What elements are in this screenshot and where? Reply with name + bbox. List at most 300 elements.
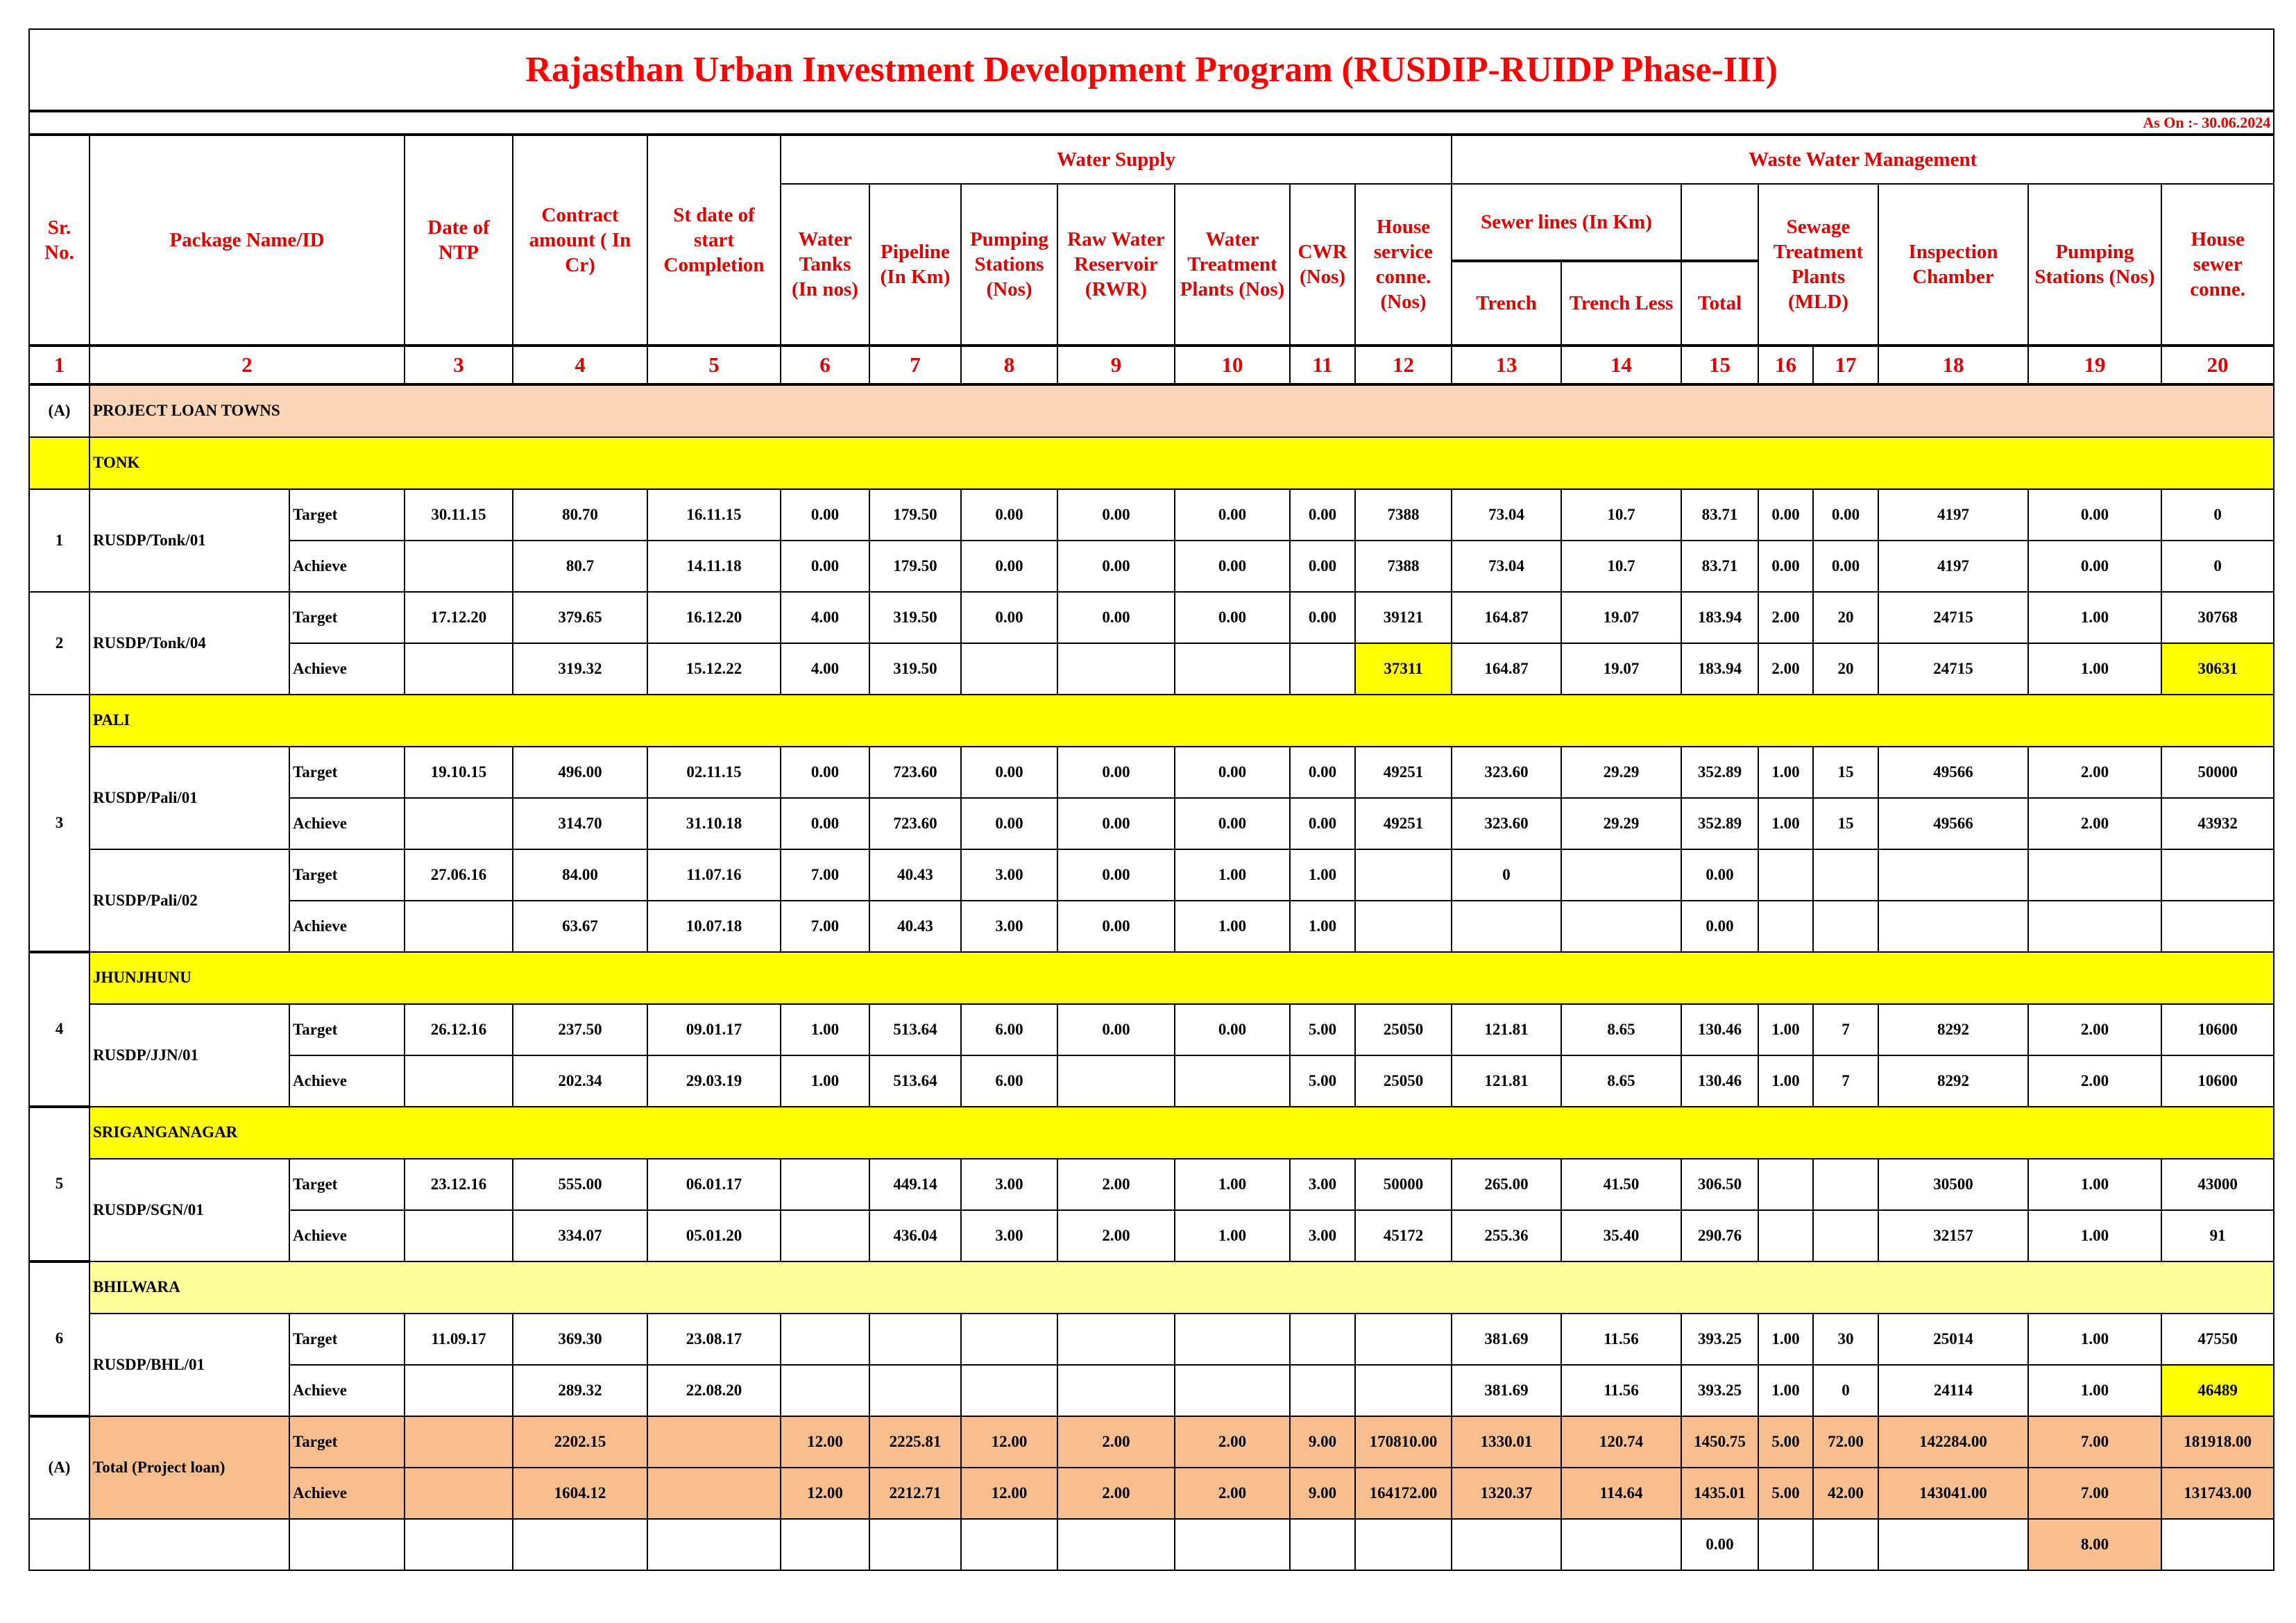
cell-col-14: 8.65 — [1561, 1004, 1681, 1055]
cell-col-5: 09.01.17 — [647, 1004, 781, 1055]
column-number: 14 — [1561, 346, 1681, 384]
column-number: 2 — [90, 346, 405, 384]
column-number: 7 — [869, 346, 961, 384]
cell-col-8: 0.00 — [961, 798, 1057, 849]
cell-col-17: 15 — [1813, 747, 1878, 798]
total-cell-col-5 — [647, 1416, 781, 1468]
cell-col-6: 4.00 — [781, 643, 869, 695]
cell-col-4: 555.00 — [513, 1159, 647, 1210]
cell-col-19: 1.00 — [2028, 1210, 2161, 1261]
cell-col-14: 29.29 — [1561, 798, 1681, 849]
cell-col-10: 0.00 — [1175, 489, 1290, 541]
footer-cell-col-7 — [869, 1519, 961, 1570]
cell-col-15: 306.50 — [1681, 1159, 1758, 1210]
cell-col-8: 0.00 — [961, 747, 1057, 798]
package-id: RUSDP/Tonk/04 — [90, 592, 289, 695]
cell-col-10: 0.00 — [1175, 541, 1290, 592]
cell-col-3 — [405, 901, 513, 952]
target-label: Target — [289, 747, 405, 798]
cell-col-13: 381.69 — [1452, 1314, 1561, 1365]
cell-col-18 — [1878, 901, 2028, 952]
total-cell-col-9: 2.00 — [1057, 1416, 1175, 1468]
achieve-label: Achieve — [289, 1468, 405, 1519]
cell-col-6: 1.00 — [781, 1055, 869, 1107]
footer-cell-col-14 — [1561, 1519, 1681, 1570]
footer-cell-col-18 — [1878, 1519, 2028, 1570]
cell-col-12: 49251 — [1355, 798, 1452, 849]
cell-col-17: 7 — [1813, 1055, 1878, 1107]
column-number: 20 — [2161, 346, 2274, 384]
cell-col-19: 2.00 — [2028, 747, 2161, 798]
cell-col-17: 0.00 — [1813, 489, 1878, 541]
cell-col-19: 2.00 — [2028, 1004, 2161, 1055]
cell-col-10: 0.00 — [1175, 798, 1290, 849]
cell-col-16 — [1758, 849, 1813, 901]
cell-col-18: 24715 — [1878, 592, 2028, 643]
total-cell-col-18: 143041.00 — [1878, 1468, 2028, 1519]
cell-col-17 — [1813, 901, 1878, 952]
cell-col-19: 1.00 — [2028, 1365, 2161, 1416]
cell-col-4: 369.30 — [513, 1314, 647, 1365]
cell-col-19: 1.00 — [2028, 1314, 2161, 1365]
cell-col-11 — [1290, 643, 1355, 695]
cell-col-17 — [1813, 849, 1878, 901]
total-cell-col-17: 72.00 — [1813, 1416, 1878, 1468]
total-cell-col-20: 131743.00 — [2161, 1468, 2274, 1519]
header-stp: Sewage Treatment Plants (MLD) — [1758, 184, 1878, 346]
cell-col-5: 05.01.20 — [647, 1210, 781, 1261]
header-wtp: Water Treatment Plants (Nos) — [1175, 184, 1290, 346]
cell-col-17: 7 — [1813, 1004, 1878, 1055]
cell-col-8: 3.00 — [961, 849, 1057, 901]
target-label: Target — [289, 489, 405, 541]
cell-col-7: 40.43 — [869, 901, 961, 952]
cell-col-14: 11.56 — [1561, 1314, 1681, 1365]
cell-col-8: 3.00 — [961, 1210, 1057, 1261]
cell-col-12 — [1355, 901, 1452, 952]
column-number: 17 — [1813, 346, 1878, 384]
target-label: Target — [289, 1004, 405, 1055]
column-number: 5 — [647, 346, 781, 384]
cell-col-18 — [1878, 849, 2028, 901]
target-label: Target — [289, 1159, 405, 1210]
total-cell-col-5 — [647, 1468, 781, 1519]
sr-no: 3 — [29, 695, 90, 952]
cell-col-12: 25050 — [1355, 1055, 1452, 1107]
total-cell-col-8: 12.00 — [961, 1468, 1057, 1519]
cell-col-9: 0.00 — [1057, 541, 1175, 592]
cell-col-18: 24114 — [1878, 1365, 2028, 1416]
cell-col-18: 24715 — [1878, 643, 2028, 695]
cell-col-7 — [869, 1365, 961, 1416]
total-cell-col-9: 2.00 — [1057, 1468, 1175, 1519]
cell-col-8: 0.00 — [961, 592, 1057, 643]
cell-col-20 — [2161, 849, 2274, 901]
cell-col-14 — [1561, 849, 1681, 901]
cell-col-10: 0.00 — [1175, 592, 1290, 643]
town-name: TONK — [90, 437, 2274, 489]
cell-col-3 — [405, 1365, 513, 1416]
footer-cell-col-8 — [961, 1519, 1057, 1570]
package-id: RUSDP/JJN/01 — [90, 1004, 289, 1107]
cell-col-3 — [405, 798, 513, 849]
footer-name — [90, 1519, 289, 1570]
total-cell-col-16: 5.00 — [1758, 1468, 1813, 1519]
cell-col-20: 30768 — [2161, 592, 2274, 643]
section-sr: (A) — [29, 384, 90, 437]
cell-col-20: 46489 — [2161, 1365, 2274, 1416]
cell-col-3: 23.12.16 — [405, 1159, 513, 1210]
cell-col-13: 121.81 — [1452, 1004, 1561, 1055]
total-cell-col-18: 142284.00 — [1878, 1416, 2028, 1468]
cell-col-12: 7388 — [1355, 489, 1452, 541]
total-cell-col-14: 120.74 — [1561, 1416, 1681, 1468]
footer-sr — [29, 1519, 90, 1570]
cell-col-4: 80.70 — [513, 489, 647, 541]
report-title: Rajasthan Urban Investment Development Program (RUSDIP-RUIDP Phase-III) — [29, 29, 2274, 111]
cell-col-18: 32157 — [1878, 1210, 2028, 1261]
cell-col-12: 49251 — [1355, 747, 1452, 798]
package-id: RUSDP/BHL/01 — [90, 1314, 289, 1416]
cell-col-7: 319.50 — [869, 592, 961, 643]
cell-col-5: 23.08.17 — [647, 1314, 781, 1365]
total-cell-col-12: 170810.00 — [1355, 1416, 1452, 1468]
header-house-sewer: House sewer conne. — [2161, 184, 2274, 346]
cell-col-16: 2.00 — [1758, 592, 1813, 643]
cell-col-13: 164.87 — [1452, 592, 1561, 643]
cell-col-15: 183.94 — [1681, 643, 1758, 695]
cell-col-19: 1.00 — [2028, 643, 2161, 695]
package-id: RUSDP/SGN/01 — [90, 1159, 289, 1261]
cell-col-3: 11.09.17 — [405, 1314, 513, 1365]
footer-cell-col-9 — [1057, 1519, 1175, 1570]
cell-col-7: 513.64 — [869, 1004, 961, 1055]
cell-col-11 — [1290, 1314, 1355, 1365]
sr-no: 6 — [29, 1261, 90, 1416]
cell-col-12 — [1355, 1365, 1452, 1416]
cell-col-5: 16.12.20 — [647, 592, 781, 643]
cell-col-8: 0.00 — [961, 541, 1057, 592]
cell-col-10 — [1175, 1055, 1290, 1107]
column-number: 4 — [513, 346, 647, 384]
cell-col-4: 289.32 — [513, 1365, 647, 1416]
column-number: 1 — [29, 346, 90, 384]
header-date-ntp: Date of NTP — [405, 135, 513, 346]
cell-col-9: 0.00 — [1057, 798, 1175, 849]
total-cell-col-15: 1450.75 — [1681, 1416, 1758, 1468]
cell-col-5: 31.10.18 — [647, 798, 781, 849]
cell-col-4: 314.70 — [513, 798, 647, 849]
cell-col-14: 10.7 — [1561, 489, 1681, 541]
section-label: PROJECT LOAN TOWNS — [90, 384, 2274, 437]
footer-cell-col-20 — [2161, 1519, 2274, 1570]
cell-col-6: 0.00 — [781, 541, 869, 592]
sr-no-empty — [29, 437, 90, 489]
cell-col-5: 29.03.19 — [647, 1055, 781, 1107]
cell-col-9: 0.00 — [1057, 849, 1175, 901]
cell-col-6 — [781, 1365, 869, 1416]
cell-col-20: 0 — [2161, 489, 2274, 541]
total-cell-col-3 — [405, 1468, 513, 1519]
cell-col-11: 0.00 — [1290, 747, 1355, 798]
town-name: PALI — [90, 695, 2274, 747]
header-trench-less: Trench Less — [1561, 261, 1681, 346]
cell-col-7: 513.64 — [869, 1055, 961, 1107]
cell-col-4: 202.34 — [513, 1055, 647, 1107]
total-cell-col-11: 9.00 — [1290, 1416, 1355, 1468]
cell-col-8 — [961, 643, 1057, 695]
cell-col-9: 2.00 — [1057, 1210, 1175, 1261]
cell-col-6 — [781, 1314, 869, 1365]
column-number: 12 — [1355, 346, 1452, 384]
cell-col-4: 496.00 — [513, 747, 647, 798]
cell-col-11: 5.00 — [1290, 1004, 1355, 1055]
cell-col-7: 723.60 — [869, 798, 961, 849]
cell-col-9: 2.00 — [1057, 1159, 1175, 1210]
cell-col-13: 121.81 — [1452, 1055, 1561, 1107]
cell-col-6: 7.00 — [781, 849, 869, 901]
cell-col-16: 1.00 — [1758, 747, 1813, 798]
cell-col-14: 29.29 — [1561, 747, 1681, 798]
cell-col-3 — [405, 1210, 513, 1261]
cell-col-5: 06.01.17 — [647, 1159, 781, 1210]
cell-col-10: 0.00 — [1175, 747, 1290, 798]
sr-no: 2 — [29, 592, 90, 695]
cell-col-13: 0 — [1452, 849, 1561, 901]
column-number: 10 — [1175, 346, 1290, 384]
header-sr-no: Sr. No. — [29, 135, 90, 346]
column-number: 6 — [781, 346, 869, 384]
cell-col-14 — [1561, 901, 1681, 952]
cell-col-3 — [405, 1055, 513, 1107]
header-rwr: Raw Water Reservoir (RWR) — [1057, 184, 1175, 346]
cell-col-15: 352.89 — [1681, 798, 1758, 849]
cell-col-15: 393.25 — [1681, 1365, 1758, 1416]
footer-cell-col-5 — [647, 1519, 781, 1570]
footer-cell-col-11 — [1290, 1519, 1355, 1570]
total-cell-col-8: 12.00 — [961, 1416, 1057, 1468]
cell-col-9 — [1057, 643, 1175, 695]
cell-col-4: 334.07 — [513, 1210, 647, 1261]
header-st-date: St date of start Completion — [647, 135, 781, 346]
cell-col-20: 91 — [2161, 1210, 2274, 1261]
cell-col-19: 1.00 — [2028, 592, 2161, 643]
header-water-tanks: Water Tanks (In nos) — [781, 184, 869, 346]
total-cell-col-14: 114.64 — [1561, 1468, 1681, 1519]
footer-cell-col-19: 8.00 — [2028, 1519, 2161, 1570]
footer-cell-col-15: 0.00 — [1681, 1519, 1758, 1570]
column-number: 16 — [1758, 346, 1813, 384]
cell-col-10 — [1175, 1365, 1290, 1416]
cell-col-6: 1.00 — [781, 1004, 869, 1055]
cell-col-16: 1.00 — [1758, 1055, 1813, 1107]
sr-no: 4 — [29, 952, 90, 1107]
cell-col-14: 35.40 — [1561, 1210, 1681, 1261]
cell-col-11: 3.00 — [1290, 1159, 1355, 1210]
footer-cell-col-6 — [781, 1519, 869, 1570]
cell-col-13: 381.69 — [1452, 1365, 1561, 1416]
cell-col-4: 379.65 — [513, 592, 647, 643]
total-cell-col-13: 1320.37 — [1452, 1468, 1561, 1519]
cell-col-12: 39121 — [1355, 592, 1452, 643]
cell-col-20: 43932 — [2161, 798, 2274, 849]
cell-col-3: 17.12.20 — [405, 592, 513, 643]
total-cell-col-19: 7.00 — [2028, 1416, 2161, 1468]
cell-col-12: 25050 — [1355, 1004, 1452, 1055]
cell-col-7: 40.43 — [869, 849, 961, 901]
total-cell-col-4: 2202.15 — [513, 1416, 647, 1468]
total-cell-col-6: 12.00 — [781, 1416, 869, 1468]
total-cell-col-7: 2225.81 — [869, 1416, 961, 1468]
cell-col-15: 83.71 — [1681, 541, 1758, 592]
cell-col-10: 1.00 — [1175, 849, 1290, 901]
cell-col-7: 449.14 — [869, 1159, 961, 1210]
sr-no: 5 — [29, 1107, 90, 1261]
cell-col-11: 3.00 — [1290, 1210, 1355, 1261]
cell-col-16 — [1758, 1159, 1813, 1210]
cell-col-10: 0.00 — [1175, 1004, 1290, 1055]
cell-col-20: 0 — [2161, 541, 2274, 592]
cell-col-10 — [1175, 1314, 1290, 1365]
achieve-label: Achieve — [289, 1365, 405, 1416]
package-id: RUSDP/Pali/01 — [90, 747, 289, 849]
header-sewer-lines: Sewer lines (In Km) — [1452, 184, 1681, 261]
cell-col-7: 319.50 — [869, 643, 961, 695]
cell-col-5: 11.07.16 — [647, 849, 781, 901]
cell-col-14: 10.7 — [1561, 541, 1681, 592]
footer-cell-col-10 — [1175, 1519, 1290, 1570]
footer-label — [289, 1519, 405, 1570]
header-package: Package Name/ID — [90, 135, 405, 346]
cell-col-10: 1.00 — [1175, 1210, 1290, 1261]
cell-col-12: 37311 — [1355, 643, 1452, 695]
cell-col-9: 0.00 — [1057, 747, 1175, 798]
cell-col-19: 1.00 — [2028, 1159, 2161, 1210]
cell-col-4: 84.00 — [513, 849, 647, 901]
cell-col-19: 2.00 — [2028, 1055, 2161, 1107]
cell-col-14: 41.50 — [1561, 1159, 1681, 1210]
footer-cell-col-3 — [405, 1519, 513, 1570]
cell-col-5: 02.11.15 — [647, 747, 781, 798]
cell-col-17: 30 — [1813, 1314, 1878, 1365]
total-cell-col-13: 1330.01 — [1452, 1416, 1561, 1468]
cell-col-13: 265.00 — [1452, 1159, 1561, 1210]
cell-col-5: 16.11.15 — [647, 489, 781, 541]
column-number: 13 — [1452, 346, 1561, 384]
cell-col-4: 319.32 — [513, 643, 647, 695]
cell-col-18: 49566 — [1878, 747, 2028, 798]
cell-col-17: 20 — [1813, 592, 1878, 643]
cell-col-16: 1.00 — [1758, 1365, 1813, 1416]
column-number: 11 — [1290, 346, 1355, 384]
town-name: SRIGANGANAGAR — [90, 1107, 2274, 1159]
total-cell-col-15: 1435.01 — [1681, 1468, 1758, 1519]
cell-col-20: 30631 — [2161, 643, 2274, 695]
achieve-label: Achieve — [289, 798, 405, 849]
header-contract-amount: Contract amount ( In Cr) — [513, 135, 647, 346]
cell-col-6: 0.00 — [781, 747, 869, 798]
cell-col-15: 130.46 — [1681, 1055, 1758, 1107]
cell-col-11: 0.00 — [1290, 798, 1355, 849]
header-house-service: House service conne. (Nos) — [1355, 184, 1452, 346]
total-cell-col-4: 1604.12 — [513, 1468, 647, 1519]
column-number: 8 — [961, 346, 1057, 384]
header-blank — [1681, 184, 1758, 261]
cell-col-18: 30500 — [1878, 1159, 2028, 1210]
cell-col-6: 0.00 — [781, 798, 869, 849]
target-label: Target — [289, 1314, 405, 1365]
cell-col-17: 0 — [1813, 1365, 1878, 1416]
column-number: 18 — [1878, 346, 2028, 384]
total-cell-col-7: 2212.71 — [869, 1468, 961, 1519]
header-cwr: CWR (Nos) — [1290, 184, 1355, 346]
cell-col-14: 11.56 — [1561, 1365, 1681, 1416]
cell-col-20: 10600 — [2161, 1055, 2274, 1107]
cell-col-17: 0.00 — [1813, 541, 1878, 592]
cell-col-15: 0.00 — [1681, 901, 1758, 952]
cell-col-14: 19.07 — [1561, 592, 1681, 643]
cell-col-11 — [1290, 1365, 1355, 1416]
cell-col-15: 352.89 — [1681, 747, 1758, 798]
cell-col-3 — [405, 541, 513, 592]
cell-col-19: 0.00 — [2028, 489, 2161, 541]
cell-col-10 — [1175, 643, 1290, 695]
cell-col-18: 8292 — [1878, 1004, 2028, 1055]
cell-col-11: 0.00 — [1290, 592, 1355, 643]
total-cell-col-20: 181918.00 — [2161, 1416, 2274, 1468]
achieve-label: Achieve — [289, 541, 405, 592]
column-number: 19 — [2028, 346, 2161, 384]
cell-col-15: 0.00 — [1681, 849, 1758, 901]
cell-col-9: 0.00 — [1057, 901, 1175, 952]
cell-col-17: 15 — [1813, 798, 1878, 849]
footer-cell-col-16 — [1758, 1519, 1813, 1570]
target-label: Target — [289, 1416, 405, 1468]
header-pumping-ww: Pumping Stations (Nos) — [2028, 184, 2161, 346]
achieve-label: Achieve — [289, 901, 405, 952]
cell-col-17: 20 — [1813, 643, 1878, 695]
footer-cell-col-13 — [1452, 1519, 1561, 1570]
cell-col-19: 2.00 — [2028, 798, 2161, 849]
cell-col-7: 179.50 — [869, 541, 961, 592]
header-water-supply: Water Supply — [781, 135, 1452, 184]
total-cell-col-12: 164172.00 — [1355, 1468, 1452, 1519]
cell-col-13: 255.36 — [1452, 1210, 1561, 1261]
header-total: Total — [1681, 261, 1758, 346]
cell-col-15: 183.94 — [1681, 592, 1758, 643]
cell-col-18: 4197 — [1878, 541, 2028, 592]
cell-col-9 — [1057, 1314, 1175, 1365]
cell-col-16: 0.00 — [1758, 541, 1813, 592]
cell-col-3 — [405, 643, 513, 695]
cell-col-17 — [1813, 1210, 1878, 1261]
as-on-date: As On :- 30.06.2024 — [29, 111, 2274, 135]
cell-col-12 — [1355, 849, 1452, 901]
cell-col-3: 27.06.16 — [405, 849, 513, 901]
target-label: Target — [289, 849, 405, 901]
cell-col-4: 63.67 — [513, 901, 647, 952]
cell-col-9 — [1057, 1055, 1175, 1107]
cell-col-20 — [2161, 901, 2274, 952]
cell-col-17 — [1813, 1159, 1878, 1210]
total-cell-col-17: 42.00 — [1813, 1468, 1878, 1519]
header-trench: Trench — [1452, 261, 1561, 346]
cell-col-16 — [1758, 901, 1813, 952]
town-name: BHILWARA — [90, 1261, 2274, 1314]
cell-col-18: 49566 — [1878, 798, 2028, 849]
total-cell-col-3 — [405, 1416, 513, 1468]
cell-col-13: 73.04 — [1452, 489, 1561, 541]
